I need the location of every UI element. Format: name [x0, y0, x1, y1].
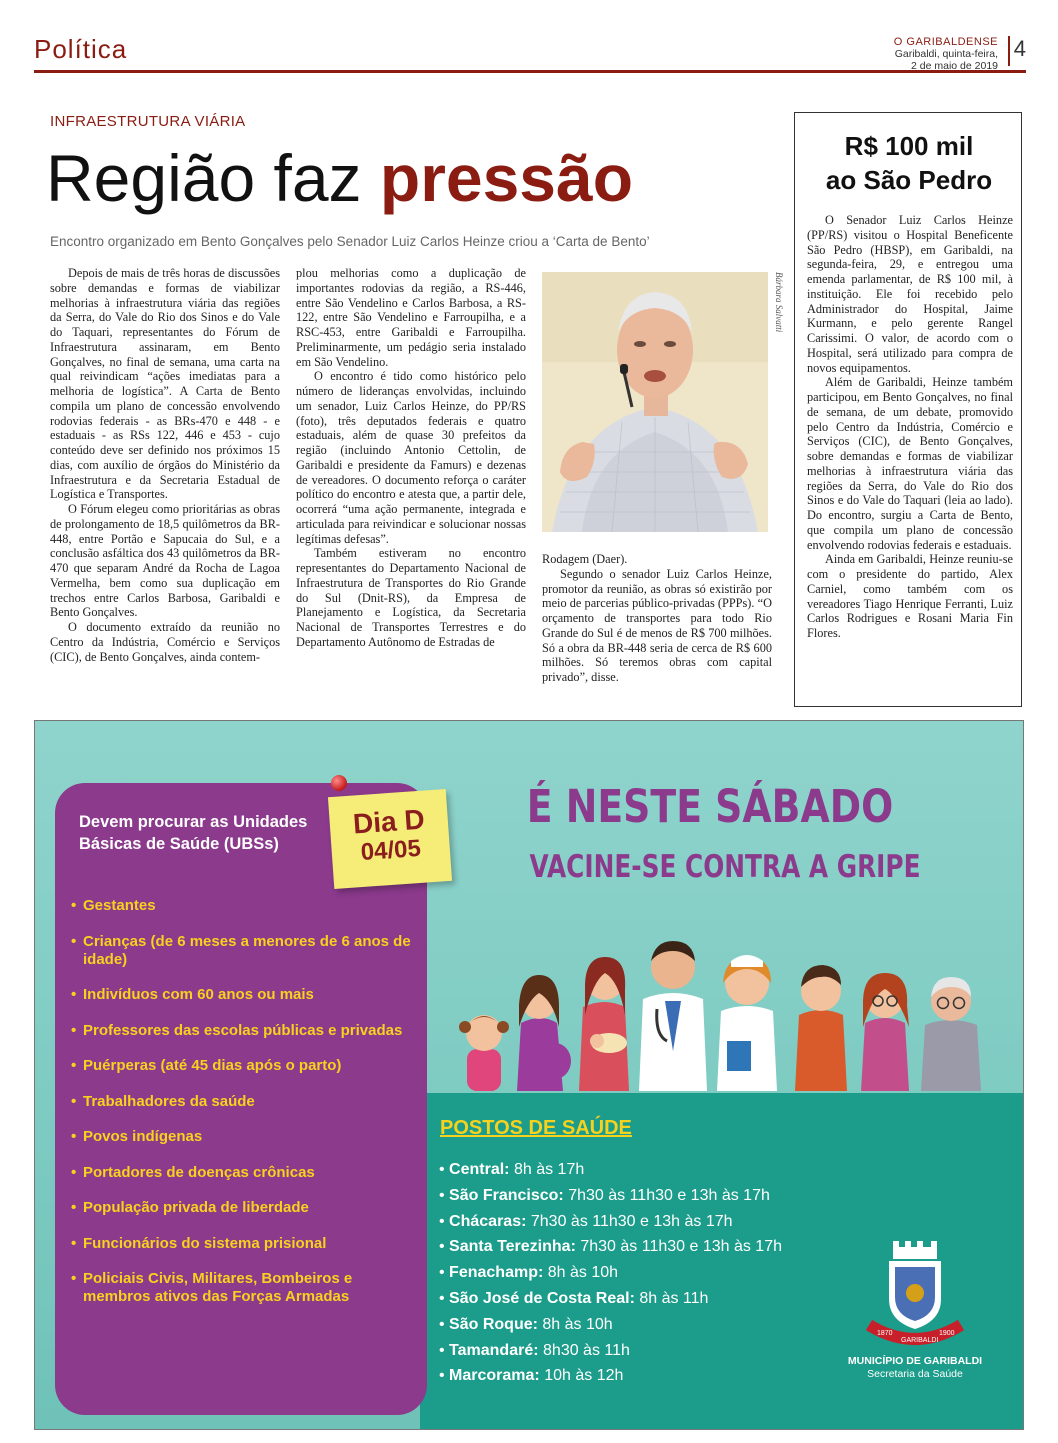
posto-hours: 8h30 às 11h: [543, 1341, 630, 1359]
crest-year-right: 1900: [939, 1330, 955, 1337]
posto-name: Tamandaré:: [449, 1341, 539, 1359]
sidebar-title-line-1: R$ 100 mil: [844, 131, 974, 161]
pregnant-woman-figure: [517, 975, 571, 1091]
list-item: • Portadores de doenças crônicas: [71, 1164, 421, 1182]
date-line-1: Garibaldi, quinta-feira,: [894, 48, 998, 60]
list-item: • Funcionários do sistema prisional: [71, 1235, 421, 1253]
posto-name: Marcorama:: [449, 1367, 540, 1385]
article-column-1: [50, 266, 280, 664]
posto-hours: 7h30 às 11h30 e 13h às 17h: [530, 1212, 733, 1230]
municipality-name: MUNICÍPIO DE GARIBALDI: [847, 1355, 983, 1367]
nurse-figure: [717, 955, 777, 1091]
list-item: • São Roque: 8h às 10h: [439, 1315, 613, 1333]
posto-hours: 8h às 10h: [542, 1315, 613, 1333]
list-item: • Trabalhadores da saúde: [71, 1093, 421, 1111]
page-number: 4: [1013, 36, 1026, 61]
doctor-figure: [639, 941, 707, 1091]
municipal-crest-icon: [855, 1241, 975, 1351]
people-illustration: [445, 931, 1005, 1091]
priority-groups-heading: Devem procurar as Unidades Básicas de Saúde (UBSs): [79, 813, 308, 853]
list-item: • Santa Terezinha: 7h30 às 11h30 e 13h às 17h: [439, 1238, 782, 1256]
posto-name: Santa Terezinha:: [449, 1238, 576, 1256]
ad-title: É NESTE SÁBADO: [526, 780, 894, 833]
crest-city: GARIBALDI: [901, 1337, 939, 1344]
posto-name: São José de Costa Real:: [449, 1289, 635, 1307]
paragraph: Rodagem (Daer).: [542, 552, 628, 566]
article-kicker: INFRAESTRUTURA VIÁRIA: [50, 113, 246, 130]
section-rule: [34, 70, 1026, 73]
department-name: Secretaria da Saúde: [867, 1368, 963, 1380]
vaccination-ad: [34, 720, 1024, 1430]
list-item: • Marcorama: 10h às 12h: [439, 1367, 624, 1385]
paragraph: O encontro é tido como histórico pelo número de lideranças envolvidas, incluindo um senador, Luiz Carlos Heinze, do PP/RS (foto), três deputados federais e quatro estaduais, além de quase 30 prefeitos da região (incluindo Antonio Cettolin, de Garibaldi e presidente da Famurs) e dezenas de vereadores. O documento reforça o caráter político do encontro e atesta que, a partir dele, ocorrerá “uma ação permanente, integrada e articulada para reivindicar e solucionar nossas legítimas defesas”.: [296, 369, 526, 546]
list-item: • Chácaras: 7h30 às 11h30 e 13h às 17h: [439, 1212, 733, 1230]
crest-year-left: 1870: [877, 1330, 893, 1337]
list-item: • Povos indígenas: [71, 1128, 421, 1146]
posto-name: Chácaras:: [449, 1212, 527, 1230]
article-column-3: [542, 552, 772, 685]
list-item: • Policiais Civis, Militares, Bombeiros e membros ativos das Forças Armadas: [71, 1270, 421, 1306]
list-item: • Gestantes: [71, 897, 421, 915]
sidebar-box: [794, 112, 1022, 707]
pushpin-icon: [331, 775, 347, 791]
section-title: Política: [34, 34, 128, 64]
photo-credit: Bárbara Salvatti: [774, 272, 784, 333]
list-item: • São José de Costa Real: 8h às 11h: [439, 1289, 709, 1307]
posto-hours: 8h às 10h: [547, 1264, 619, 1282]
sticky-note-line-2: 04/05: [359, 834, 422, 867]
posto-hours: 8h às 11h: [639, 1289, 709, 1307]
article-subhead: Encontro organizado em Bento Gonçalves pelo Senador Luiz Carlos Heinze criou a ‘Carta de Bento’: [50, 234, 650, 249]
municipality-signature: [825, 1355, 1005, 1381]
article-headline: [46, 138, 633, 218]
list-item: • Puérperas (até 45 dias após o parto): [71, 1057, 421, 1075]
posto-hours: 8h às 17h: [513, 1161, 585, 1178]
sidebar-title: [795, 129, 1023, 197]
list-item: • Central: 8h às 17h: [439, 1161, 585, 1178]
sidebar-body: [807, 213, 1013, 641]
paragraph: O Fórum elegeu como prioritárias as obras de prolongamento de 18,5 quilômetros da BR-448, entre Portão e Sapucaia do Sul, e a conclusão asfáltica dos 43 quilômetros da BR-470 que separam André da Rocha de Lagoa Vermelha, bem como sua duplicação em trechos entre Carlos Barbosa, Garibaldi e Bento Gonçalves.: [50, 502, 280, 620]
newspaper-name: O GARIBALDENSE: [893, 36, 998, 48]
senator-photo: [542, 272, 768, 532]
headline-part-2: pressão: [379, 141, 634, 215]
sticky-note: [328, 789, 452, 889]
paragraph: Ainda em Garibaldi, Heinze reuniu-se com o presidente do partido, Alex Carniel, como também com os vereadores Tiago Henrique Ferranti, Luiz Carlos Rodrigues e Rosani Maria Fin Flores.: [807, 552, 1013, 640]
list-item: • Professores das escolas públicas e privadas: [71, 1022, 421, 1040]
child-figure: [459, 1015, 509, 1091]
posto-hours: 7h30 às 11h30 e 13h às 17h: [580, 1238, 782, 1256]
article-column-2: [296, 266, 526, 650]
posto-name: São Francisco:: [449, 1186, 564, 1204]
sidebar-title-line-2: ao São Pedro: [825, 165, 993, 195]
woman-figure: [861, 973, 909, 1091]
paragraph: Além de Garibaldi, Heinze também participou, em Bento Gonçalves, no final de semana, de um debate, promovido pelo Centro da Indústria, Comércio e Serviços (CIC), de Bento Gonçalves, sobre demandas e formas de viabilizar melhorias à infraestrutura viária das regiões da Serra, do Vale do Rio dos Sinos e do Vale do Taquari (leia ao lado). Do encontro, surgiu a Carta de Bento, que compila um plano de concessão envolvendo rodovias federais e estaduais.: [807, 375, 1013, 552]
paragraph: plou melhorias como a duplicação de importantes rodovias da região, a RS-446, entre São Vendelino e Carlos Barbosa, a RS-122, entre São Vendelino e Farroupilha, e a RSC-453, entre Garibaldi e Farroupilha. Preliminarmente, um pedágio seria instalado em São Vendelino.: [296, 266, 526, 369]
paragraph: O documento extraído da reunião no Centro da Indústria, Comércio e Serviços (CIC), de Bento Gonçalves, ainda contem-: [50, 620, 280, 664]
paragraph: Também estiveram no encontro representantes do Departamento Nacional de Infraestrutura de Transportes do Rio Grande do Sul (Dnit-RS), da Empresa de Planejamento e Logística, da Secretaria Nacional de Transportes Terrestres e do Departamento Autônomo de Estradas de: [296, 546, 526, 649]
paragraph: Segundo o senador Luiz Carlos Heinze, promotor da reunião, as obras só existirão por meio de parcerias público-privadas (PPPs). “O orçamento de transportes para todo Rio Grande do Sul é de menos de R$ 700 milhões. Só a obra da BR-448 seria de cerca de R$ 600 milhões. Só teremos obras com capital privado”, disse.: [542, 566, 772, 684]
mother-figure: [579, 957, 629, 1091]
list-item: • Crianças (de 6 meses a menores de 6 anos de idade): [71, 933, 421, 969]
elderly-man-figure: [921, 977, 981, 1091]
posto-name: Fenachamp:: [449, 1264, 544, 1282]
posto-name: São Roque:: [449, 1315, 538, 1333]
postos-title: POSTOS DE SAÚDE: [440, 1117, 632, 1139]
list-item: • Indivíduos com 60 anos ou mais: [71, 986, 421, 1004]
ad-subtitle: VACINE-SE CONTRA A GRIPE: [529, 849, 921, 885]
list-item: • Tamandaré: 8h30 às 11h: [439, 1341, 630, 1359]
list-item: • São Francisco: 7h30 às 11h30 e 13h às 17h: [439, 1186, 770, 1204]
page-number-divider: [1008, 36, 1010, 66]
senator-photo-illustration: [542, 272, 768, 532]
list-item: • População privada de liberdade: [71, 1199, 421, 1217]
posto-name: Central:: [449, 1161, 510, 1178]
young-man-figure: [795, 965, 847, 1091]
headline-part-1: Região faz: [46, 141, 380, 215]
sticky-note-line-1: Dia D: [351, 803, 426, 840]
date-line-2: 2 de maio de 2019: [911, 60, 998, 72]
paragraph: O Senador Luiz Carlos Heinze (PP/RS) visitou o Hospital Beneficente São Pedro (HBSP), em Garibaldi, na segunda-feira, 29, e entregou uma emenda parlamentar, de R$ 100 mil, à instituição. Ele foi recebido pelo Administrador do Hospital, Jaime Kurmann, e pelo gerente Rangel Carissimi. O valor, de acordo com o Hospital, será utilizado para compra de novos equipamentos.: [807, 213, 1013, 375]
priority-groups-list: [71, 897, 421, 1324]
posto-hours: 7h30 às 11h30 e 13h às 17h: [568, 1186, 770, 1204]
masthead: [894, 36, 998, 72]
list-item: • Fenachamp: 8h às 10h: [439, 1264, 619, 1282]
posto-hours: 10h às 12h: [544, 1367, 624, 1385]
paragraph: Depois de mais de três horas de discussões sobre demandas e formas de viabilizar melhorias à infraestrutura viária das regiões da Serra, do Vale do Rio dos Sinos e do Vale do Taquari, representantes do Fórum de Infraestrutura assinaram, em Bento Gonçalves, no final de semana, uma carta na qual reivindicam “ações imediatas para a melhoria de logística”. A Carta de Bento compila um plano de concessão envolvendo rodovias federais - as BRs-470 e 448 - e estaduais - as RSs 122, 446 e 453 - cujo conteúdo deve ser definido nos próximos 15 dias, com auxílio de órgãos do Ministério da Infraestrutura e da Secretaria Estadual de Logística e Transportes.: [50, 266, 280, 502]
